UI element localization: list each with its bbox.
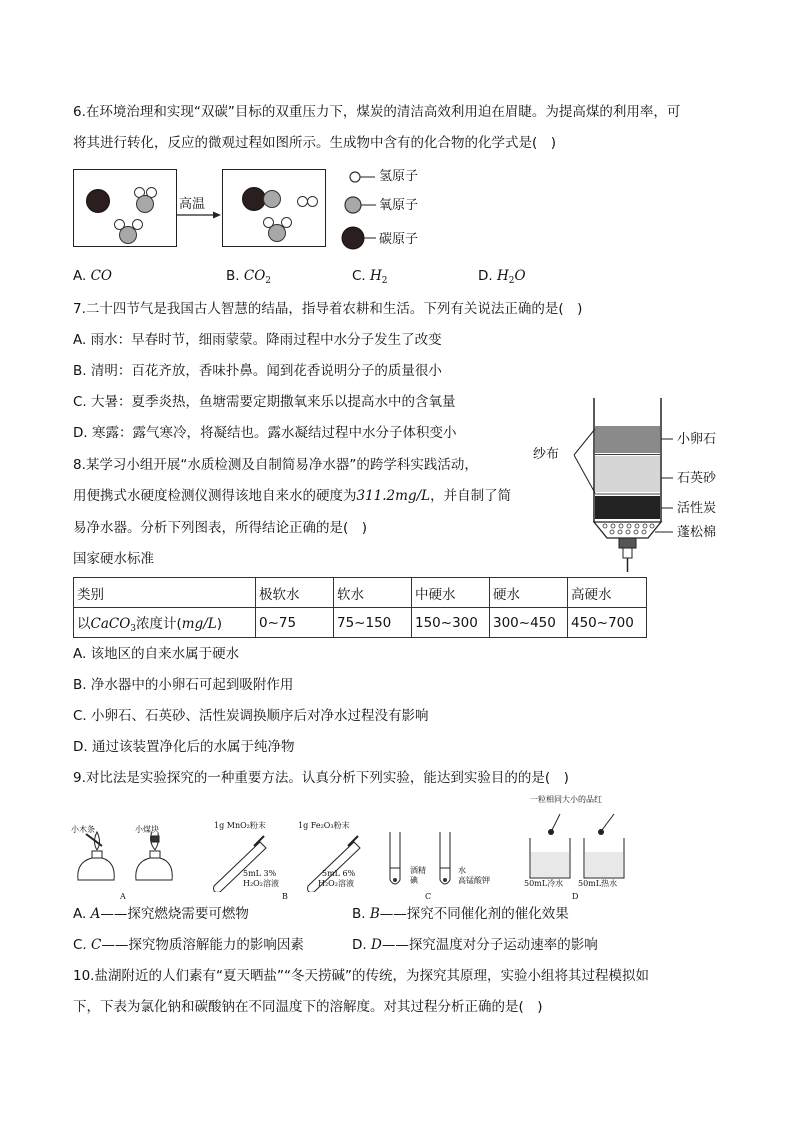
legend-oxygen-label: 氧原子 bbox=[379, 198, 419, 213]
reaction-condition-label: 高温 bbox=[179, 197, 206, 212]
q8-option-d[interactable]: D. 通过该装置净化后的水属于纯净物 bbox=[73, 739, 295, 755]
q8-stem-line2: 用便携式水硬度检测仪测得该地自来水的硬度为311.2mg/L，并自制了简 bbox=[73, 488, 512, 504]
q10-stem-line1: 10.盐湖附近的人们素有“夏天晒盐”“冬天捞碱”的传统，为探究其原理，实验小组将其过程模拟如 bbox=[73, 968, 649, 984]
legend-carbon-label: 碳原子 bbox=[379, 232, 419, 247]
filter-label-carbon: 活性炭 bbox=[677, 501, 717, 516]
experiment-c-dissolution-tubes bbox=[384, 828, 464, 890]
outlet-stopper bbox=[619, 538, 636, 548]
fig-d-label-dye: 一粒相同大小的品红 bbox=[530, 795, 602, 804]
fig-b-label-fe2o3: 1g Fe₂O₃粉末 bbox=[298, 821, 350, 830]
table-header-cell: 类别 bbox=[74, 578, 256, 608]
fig-a-label-wood: 小木条 bbox=[71, 825, 95, 834]
oxygen-atom bbox=[263, 190, 281, 208]
table-row bbox=[74, 608, 647, 638]
table-header-row bbox=[74, 578, 647, 608]
reaction-arrow-icon bbox=[175, 210, 223, 220]
table-header-cell: 中硬水 bbox=[412, 578, 490, 608]
fig-b-label-mno2: 1g MnO₂粉末 bbox=[214, 821, 266, 830]
filter-label-pebble: 小卵石 bbox=[677, 432, 717, 447]
q9-option-b[interactable]: B. B——探究不同催化剂的催化效果 bbox=[352, 906, 569, 922]
fig-d-label-cold: 50mL冷水 bbox=[524, 879, 564, 888]
q6-option-c[interactable]: C. $H_2$ bbox=[352, 268, 388, 286]
q6-option-a[interactable]: A. CO bbox=[73, 268, 112, 284]
hydrogen-atom bbox=[307, 196, 318, 207]
filter-label-cotton: 蓬松棉 bbox=[677, 525, 717, 540]
sand-layer bbox=[595, 456, 660, 492]
hardness-standard-table bbox=[73, 577, 647, 638]
outlet-pipe bbox=[623, 548, 632, 558]
q10-stem-line2: 下，下表为氯化钠和碳酸钠在不同温度下的溶解度。对其过程分析正确的是( ) bbox=[73, 999, 543, 1015]
q8-option-a[interactable]: A. 该地区的自来水属于硬水 bbox=[73, 646, 240, 662]
legend-hydrogen-icon bbox=[349, 170, 379, 184]
fig-letter-a: A bbox=[120, 892, 126, 901]
q6-stem-line1: 6.在环境治理和实现“双碳”目标的双重压力下，煤炭的清洁高效利用迫在眉睫。为提高煤的利用率，可 bbox=[73, 104, 681, 120]
q8-stem-line1: 8.某学习小组开展“水质检测及自制简易净水器”的跨学科实践活动， bbox=[73, 457, 478, 473]
q7-option-d[interactable]: D. 寒露：露气寒冷，将凝结也。露水凝结过程中水分子体积变小 bbox=[73, 425, 457, 441]
q9-option-d[interactable]: D. D——探究温度对分子运动速率的影响 bbox=[352, 937, 598, 953]
table-header-cell: 极软水 bbox=[256, 578, 334, 608]
table-cell: 150~300 bbox=[412, 608, 490, 638]
carbon-layer bbox=[595, 496, 660, 519]
fig-c-label-kmno4: 高锰酸钾 bbox=[458, 876, 490, 885]
fig-d-label-hot: 50mL热水 bbox=[578, 879, 618, 888]
q9-option-c[interactable]: C. C——探究物质溶解能力的影响因素 bbox=[73, 937, 304, 953]
fig-c-label-alcohol: 酒精 bbox=[410, 866, 426, 875]
pebble-layer bbox=[595, 426, 660, 453]
table-row-label: 以CaCO$_3$浓度计(mg/L) bbox=[74, 608, 256, 638]
q7-option-b[interactable]: B. 清明：百花齐放，香味扑鼻。闻到花香说明分子的质量很小 bbox=[73, 363, 442, 379]
q6-option-b[interactable]: B. $CO_2$ bbox=[226, 268, 271, 286]
legend-carbon-icon bbox=[341, 226, 379, 250]
fig-b-label-3pct: 5mL 3% bbox=[243, 869, 277, 878]
q9-stem: 9.对比法是实验探究的一种重要方法。认真分析下列实验，能达到实验目的的是( ) bbox=[73, 770, 569, 786]
q6-stem-line2: 将其进行转化，反应的微观过程如图所示。生成物中含有的化合物的化学式是( ) bbox=[73, 135, 557, 151]
oxygen-atom bbox=[136, 195, 154, 213]
q7-stem: 7.二十四节气是我国古人智慧的结晶，指导着农耕和生活。下列有关说法正确的是( ) bbox=[73, 301, 583, 317]
fig-b-label-h2o2-b: H₂O₂溶液 bbox=[318, 879, 354, 888]
q8-stem-line3: 易净水器。分析下列图表，所得结论正确的是( ) bbox=[73, 520, 368, 536]
table-cell: 0~75 bbox=[256, 608, 334, 638]
fig-c-label-iodine: 碘 bbox=[410, 876, 418, 885]
q9-option-a[interactable]: A. A——探究燃烧需要可燃物 bbox=[73, 906, 249, 922]
filter-label-cloth: 纱布 bbox=[533, 447, 560, 462]
table-cell: 450~700 bbox=[568, 608, 647, 638]
table-cell: 75~150 bbox=[334, 608, 412, 638]
legend-hydrogen-label: 氢原子 bbox=[379, 169, 419, 184]
carbon-atom bbox=[86, 189, 110, 213]
table-header-cell: 高硬水 bbox=[568, 578, 647, 608]
q6-option-d[interactable]: D. $H_2O$ bbox=[478, 268, 526, 286]
fig-a-label-coal: 小煤块 bbox=[135, 825, 159, 834]
fig-letter-c: C bbox=[425, 892, 432, 901]
filter-label-sand: 石英砂 bbox=[677, 471, 717, 486]
experiment-a-alcohol-lamps bbox=[68, 825, 188, 892]
q7-option-a[interactable]: A. 雨水：早春时节，细雨蒙蒙。降雨过程中水分子发生了改变 bbox=[73, 332, 442, 348]
table-header-cell: 软水 bbox=[334, 578, 412, 608]
fig-c-label-water: 水 bbox=[458, 866, 466, 875]
fig-b-label-h2o2-a: H₂O₂溶液 bbox=[243, 879, 279, 888]
experiment-d-beakers bbox=[522, 808, 634, 880]
fig-letter-d: D bbox=[572, 892, 579, 901]
legend-oxygen-icon bbox=[343, 195, 379, 215]
fig-letter-b: B bbox=[282, 892, 288, 901]
q8-option-c[interactable]: C. 小卵石、石英砂、活性炭调换顺序后对净水过程没有影响 bbox=[73, 708, 429, 724]
table-cell: 300~450 bbox=[490, 608, 568, 638]
oxygen-atom bbox=[119, 226, 137, 244]
fig-b-label-6pct: 5mL 6% bbox=[322, 869, 356, 878]
q8-option-b[interactable]: B. 净水器中的小卵石可起到吸附作用 bbox=[73, 677, 294, 693]
q7-option-c[interactable]: C. 大暑：夏季炎热，鱼塘需要定期撒氧来乐以提高水中的含氧量 bbox=[73, 394, 456, 410]
oxygen-atom bbox=[268, 224, 286, 242]
hardness-table-caption: 国家硬水标准 bbox=[73, 551, 154, 567]
table-header-cell: 硬水 bbox=[490, 578, 568, 608]
